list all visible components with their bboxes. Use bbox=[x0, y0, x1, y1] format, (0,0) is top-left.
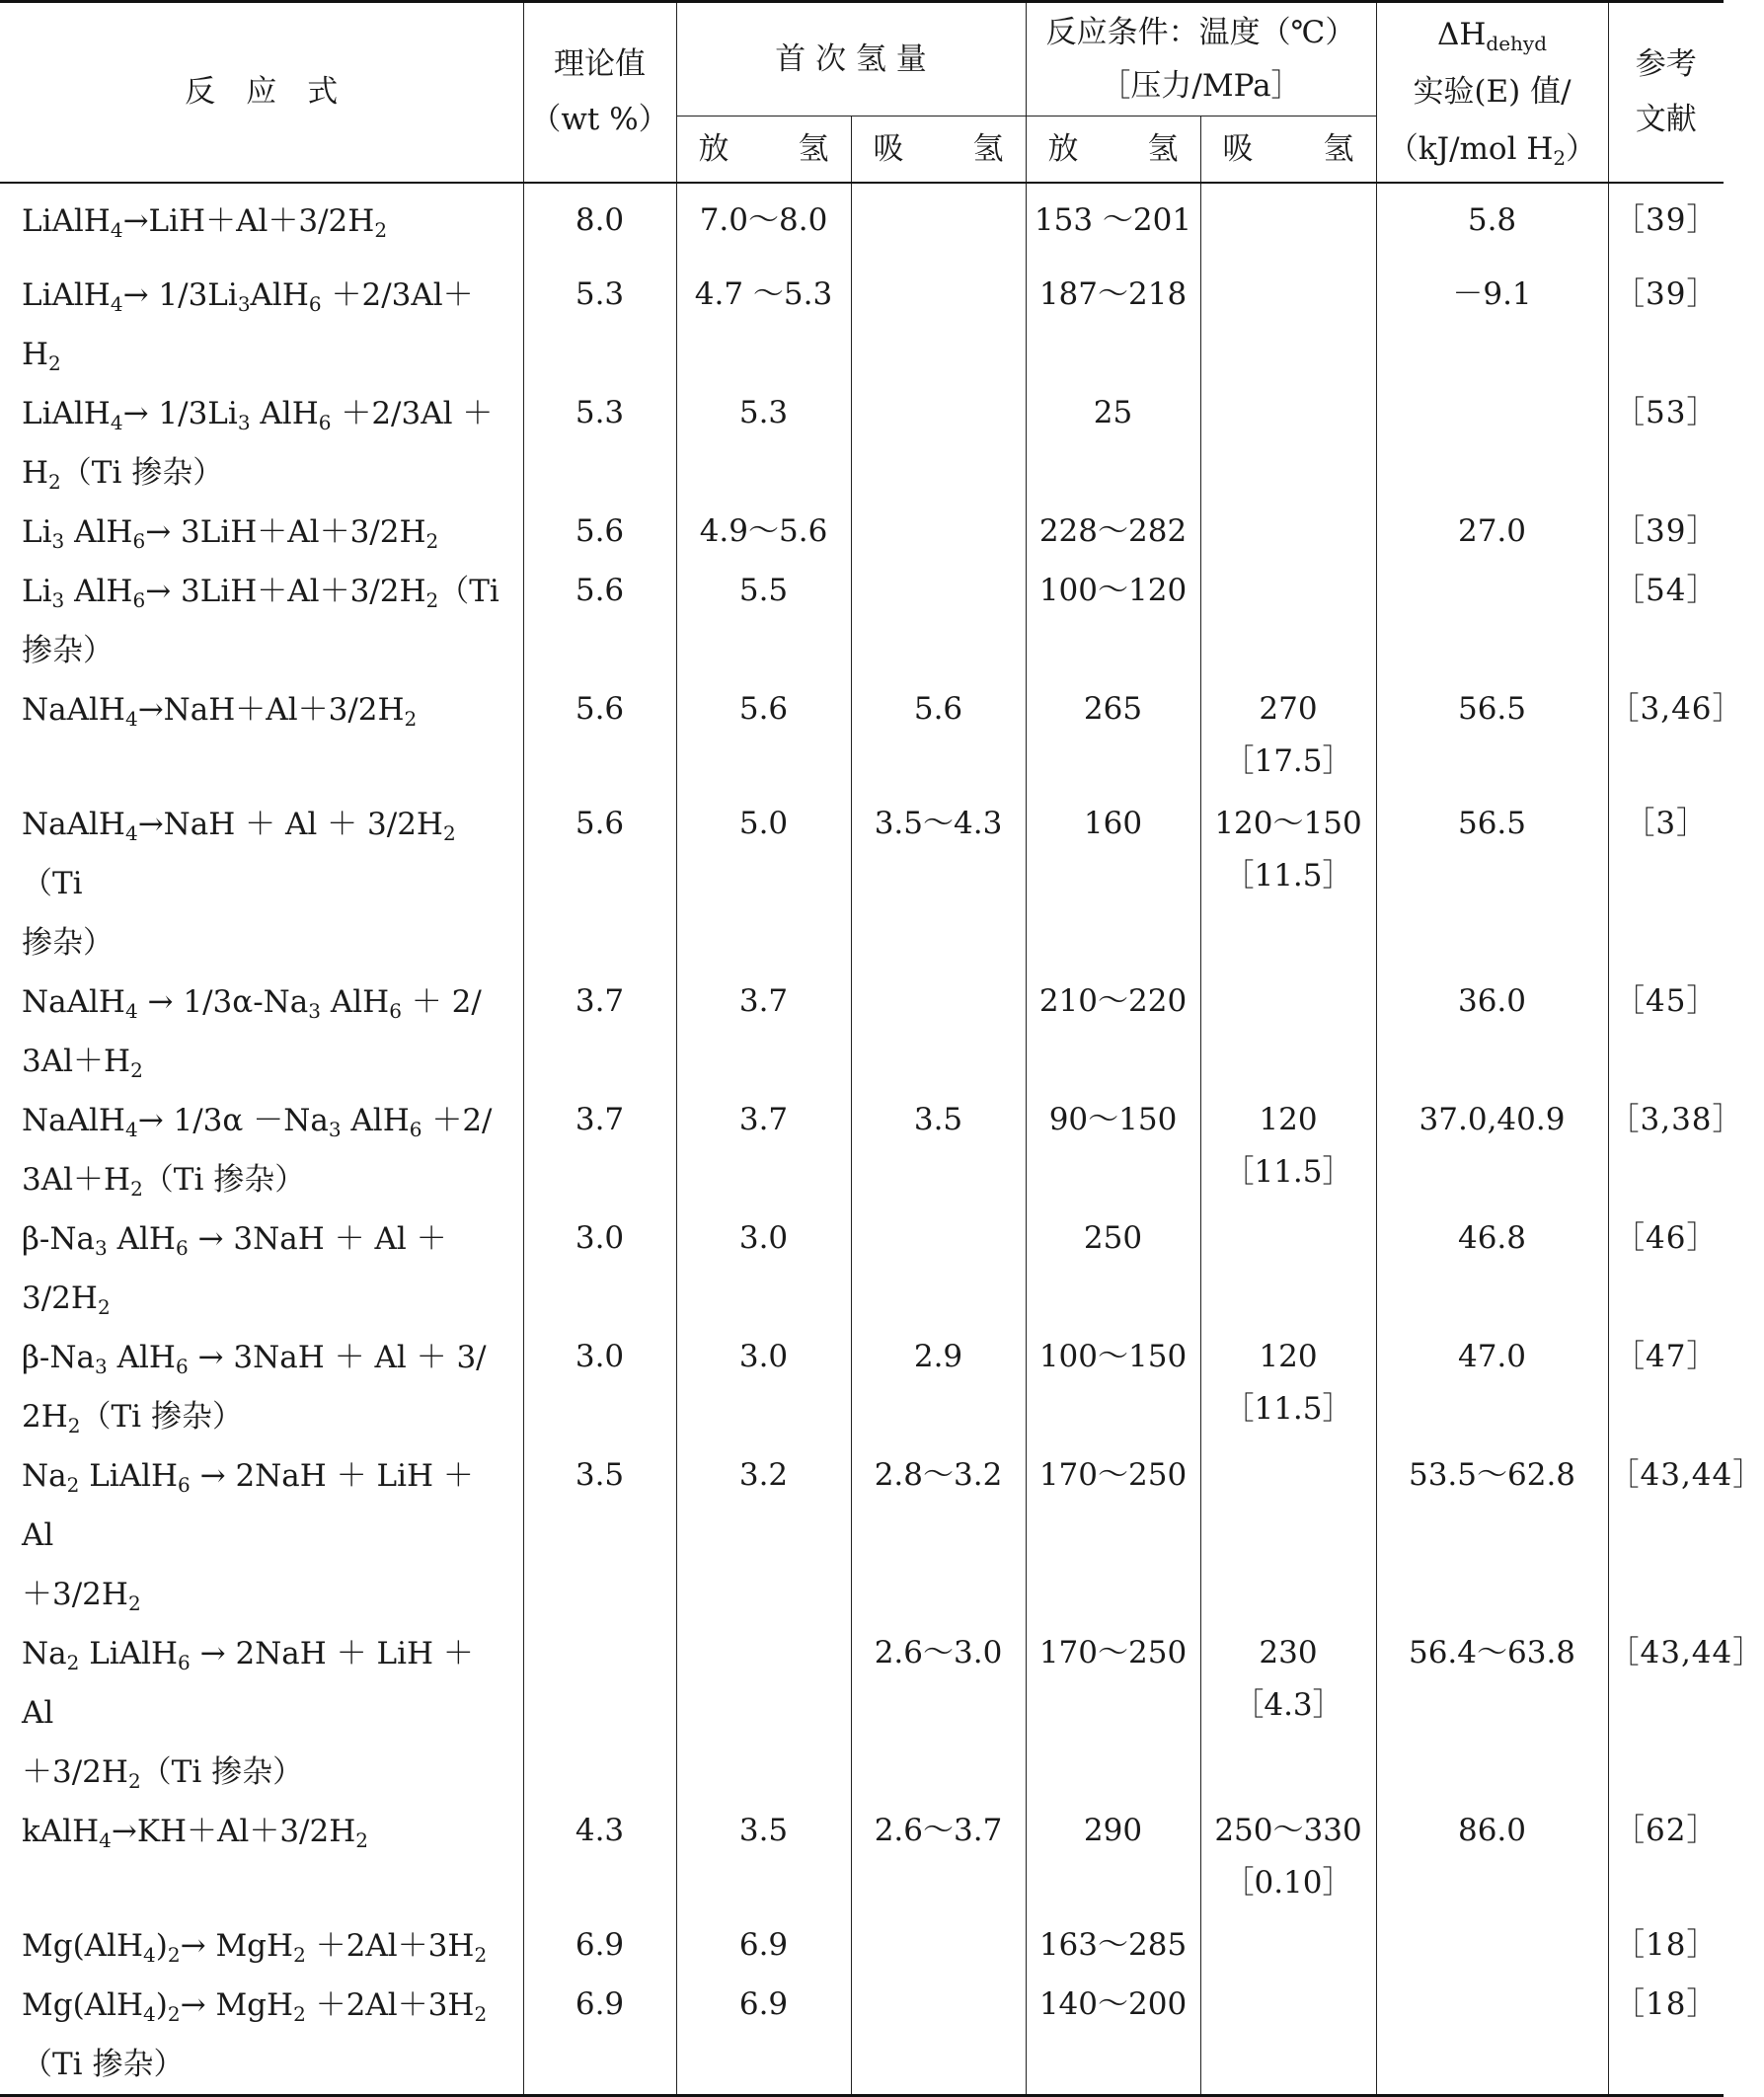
reaction-equation: $Li_3$ $AlH_6\to 3LiH+Al+3/2H_2(Ti$ 掺杂） bbox=[0, 562, 523, 680]
header-reference-label-1: 参考 bbox=[1635, 46, 1697, 83]
temp-absorb bbox=[1200, 680, 1376, 795]
header-reference-label-2: 文献 bbox=[1635, 102, 1697, 138]
table-row bbox=[0, 795, 1724, 972]
table-row bbox=[0, 1328, 1724, 1446]
enthalpy-value: 56.5 bbox=[1376, 795, 1608, 972]
temp-absorb bbox=[1200, 1328, 1376, 1446]
temp-absorb bbox=[1200, 1916, 1376, 1976]
first-absorb: 2.8～3.2 bbox=[851, 1446, 1026, 1624]
header-first-capacity-label: 首 次 氢 量 bbox=[775, 41, 927, 77]
header-conditions bbox=[1026, 2, 1376, 116]
enthalpy-value bbox=[1376, 384, 1608, 503]
pressure-absorb-value: ［4.3］ bbox=[1233, 1686, 1343, 1723]
first-absorb: 2.9 bbox=[851, 1328, 1026, 1446]
theoretical-value: 4.3 bbox=[523, 1802, 676, 1916]
first-absorb bbox=[851, 972, 1026, 1091]
reference: ［54］ bbox=[1608, 562, 1724, 680]
header-reaction-label: 反 应 式 bbox=[185, 74, 339, 111]
table-row bbox=[0, 1916, 1724, 1976]
temp-release: 290 bbox=[1026, 1802, 1200, 1916]
header-conditions-unit: ［压力/MPa］ bbox=[1100, 68, 1302, 104]
table-row bbox=[0, 1446, 1724, 1624]
first-absorb: 3.5 bbox=[851, 1091, 1026, 1209]
table-row bbox=[0, 1624, 1724, 1802]
header-release: 放 氢 bbox=[676, 116, 851, 183]
pressure-absorb-value: ［11.5］ bbox=[1223, 857, 1353, 893]
temp-release: 187～218 bbox=[1026, 258, 1200, 384]
first-release: 3.0 bbox=[676, 1209, 851, 1328]
temp-release: 90～150 bbox=[1026, 1091, 1200, 1209]
reference: ［39］ bbox=[1608, 258, 1724, 384]
reference: ［43,44］ bbox=[1608, 1624, 1724, 1802]
reference: ［39］ bbox=[1608, 503, 1724, 562]
first-release bbox=[676, 1624, 851, 1802]
reference: ［47］ bbox=[1608, 1328, 1724, 1446]
temp-release: 250 bbox=[1026, 1209, 1200, 1328]
header-theoretical-label: 理论值 bbox=[554, 46, 646, 83]
enthalpy-value: 56.4～63.8 bbox=[1376, 1624, 1608, 1802]
temp-absorb-value: 120 bbox=[1259, 1101, 1318, 1137]
temp-absorb bbox=[1200, 562, 1376, 680]
enthalpy-value: 27.0 bbox=[1376, 503, 1608, 562]
table-row bbox=[0, 1209, 1724, 1328]
temp-release: 25 bbox=[1026, 384, 1200, 503]
enthalpy-value: 36.0 bbox=[1376, 972, 1608, 1091]
temp-absorb bbox=[1200, 972, 1376, 1091]
pressure-absorb-value: ［11.5］ bbox=[1223, 1153, 1353, 1190]
temp-release: 100～120 bbox=[1026, 562, 1200, 680]
temp-absorb bbox=[1200, 795, 1376, 972]
theoretical-value: 5.6 bbox=[523, 562, 676, 680]
first-release: 4.7 ～5.3 bbox=[676, 258, 851, 384]
pressure-absorb-value: ［0.10］ bbox=[1223, 1864, 1353, 1901]
reaction-equation: $Na_2$ LiAlH$_6$ → 2NaH ＋ LiH ＋ Al $+3/2H_2(Ti$ 掺杂） bbox=[0, 1624, 523, 1802]
theoretical-value: 5.6 bbox=[523, 680, 676, 795]
theoretical-value: 8.0 bbox=[523, 183, 676, 258]
theoretical-value: 5.6 bbox=[523, 795, 676, 972]
first-absorb: 5.6 bbox=[851, 680, 1026, 795]
first-release: 5.5 bbox=[676, 562, 851, 680]
first-release: 6.9 bbox=[676, 1916, 851, 1976]
reference: ［39］ bbox=[1608, 183, 1724, 258]
first-release: 7.0～8.0 bbox=[676, 183, 851, 258]
table-row bbox=[0, 1802, 1724, 1916]
table-row bbox=[0, 1976, 1724, 2096]
temp-absorb bbox=[1200, 1802, 1376, 1916]
temp-release: 140～200 bbox=[1026, 1976, 1200, 2096]
header-enthalpy-symbol: $\Delta H_{dehyd}$ bbox=[1436, 17, 1548, 56]
first-release: 3.7 bbox=[676, 972, 851, 1091]
temp-release: 210～220 bbox=[1026, 972, 1200, 1091]
table-row bbox=[0, 1091, 1724, 1209]
reaction-equation: $LiAlH_4\to LiH+Al+3/2H_2$ bbox=[0, 183, 523, 258]
reaction-equation: NaAlH$_4$ → $1/3\alpha-Na_3$ AlH$_6$ ＋ 2/ $3Al+H_2$ bbox=[0, 972, 523, 1091]
temp-absorb-value: 120～150 bbox=[1214, 805, 1362, 841]
temp-release: 153 ～201 bbox=[1026, 183, 1200, 258]
header-enthalpy-label: 实验(E) 值/ bbox=[1413, 74, 1572, 111]
reference: ［3,38］ bbox=[1608, 1091, 1724, 1209]
reference: ［62］ bbox=[1608, 1802, 1724, 1916]
first-release: 5.0 bbox=[676, 795, 851, 972]
first-absorb: 3.5～4.3 bbox=[851, 795, 1026, 972]
first-absorb: 2.6～3.7 bbox=[851, 1802, 1026, 1916]
temp-absorb bbox=[1200, 183, 1376, 258]
first-release: 5.3 bbox=[676, 384, 851, 503]
theoretical-value: 6.9 bbox=[523, 1916, 676, 1976]
reaction-equation: $Mg(AlH_4)_2\to MgH_2 +2Al+3H_2$ bbox=[0, 1916, 523, 1976]
header-reaction bbox=[0, 2, 523, 183]
theoretical-value bbox=[523, 1624, 676, 1802]
reference: ［45］ bbox=[1608, 972, 1724, 1091]
enthalpy-value: 47.0 bbox=[1376, 1328, 1608, 1446]
reference: ［18］ bbox=[1608, 1916, 1724, 1976]
first-release: 3.7 bbox=[676, 1091, 851, 1209]
enthalpy-value: 46.8 bbox=[1376, 1209, 1608, 1328]
temp-absorb bbox=[1200, 1446, 1376, 1624]
header-theoretical-unit: （wt %） bbox=[530, 102, 669, 138]
first-absorb bbox=[851, 1209, 1026, 1328]
reaction-equation: $NaAlH_4\to NaH+Al+3/2H_2$ bbox=[0, 680, 523, 795]
header-absorb: 吸 氢 bbox=[851, 116, 1026, 183]
theoretical-value: 3.0 bbox=[523, 1209, 676, 1328]
temp-release: 265 bbox=[1026, 680, 1200, 795]
reaction-equation: LiAlH$_4$→ $1/3Li_3$ AlH$_6$ ＋2/3Al ＋ $H_2(Ti$ 掺杂） bbox=[0, 384, 523, 503]
first-release: 6.9 bbox=[676, 1976, 851, 2096]
enthalpy-value bbox=[1376, 1976, 1608, 2096]
reference: ［3］ bbox=[1608, 795, 1724, 972]
first-release: 3.2 bbox=[676, 1446, 851, 1624]
enthalpy-value: 37.0,40.9 bbox=[1376, 1091, 1608, 1209]
first-absorb bbox=[851, 384, 1026, 503]
reference: ［53］ bbox=[1608, 384, 1724, 503]
table-row bbox=[0, 972, 1724, 1091]
header-first-capacity bbox=[676, 2, 1026, 116]
theoretical-value: 3.5 bbox=[523, 1446, 676, 1624]
first-absorb bbox=[851, 1976, 1026, 2096]
reference: ［18］ bbox=[1608, 1976, 1724, 2096]
first-absorb bbox=[851, 503, 1026, 562]
temp-absorb bbox=[1200, 1091, 1376, 1209]
first-release: 3.5 bbox=[676, 1802, 851, 1916]
reaction-equation: $kAlH_4\to KH+Al+3/2H_2$ bbox=[0, 1802, 523, 1916]
temp-release: 170～250 bbox=[1026, 1446, 1200, 1624]
enthalpy-value: 86.0 bbox=[1376, 1802, 1608, 1916]
temp-absorb bbox=[1200, 1976, 1376, 2096]
header-conditions-label: 反应条件：温度（℃） bbox=[1045, 15, 1356, 50]
temp-absorb-value: 250～330 bbox=[1214, 1812, 1362, 1848]
reaction-equation: NaAlH$_4$→ $1/3\alpha -Na_3$ AlH$_6$ ＋2/ $3Al+H_2(Ti$ 掺杂） bbox=[0, 1091, 523, 1209]
pressure-absorb-value: ［17.5］ bbox=[1223, 742, 1353, 779]
reaction-equation: $\beta-Na_3$ AlH$_6$ → 3NaH ＋ Al ＋ $3/2H_2$ bbox=[0, 1209, 523, 1328]
reaction-equation: $Li_3$ $AlH_6\to 3LiH+Al+3/2H_2$ bbox=[0, 503, 523, 562]
theoretical-value: 3.7 bbox=[523, 1091, 676, 1209]
first-absorb bbox=[851, 562, 1026, 680]
table-row bbox=[0, 503, 1724, 562]
first-absorb bbox=[851, 183, 1026, 258]
enthalpy-value: 56.5 bbox=[1376, 680, 1608, 795]
enthalpy-value: 53.5～62.8 bbox=[1376, 1446, 1608, 1624]
theoretical-value: 5.6 bbox=[523, 503, 676, 562]
temp-absorb bbox=[1200, 258, 1376, 384]
pressure-absorb-value: ［11.5］ bbox=[1223, 1390, 1353, 1427]
first-absorb: 2.6～3.0 bbox=[851, 1624, 1026, 1802]
first-absorb bbox=[851, 258, 1026, 384]
temp-absorb-value: 230 bbox=[1259, 1634, 1318, 1670]
temp-release: 228～282 bbox=[1026, 503, 1200, 562]
header-enthalpy bbox=[1376, 2, 1608, 183]
reaction-equation: LiAlH$_4$→ $1/3Li_3AlH_6 +2/3Al+H_2$ bbox=[0, 258, 523, 384]
reference: ［3,46］ bbox=[1608, 680, 1724, 795]
temp-release: 163～285 bbox=[1026, 1916, 1200, 1976]
temp-absorb bbox=[1200, 503, 1376, 562]
table-row bbox=[0, 384, 1724, 503]
table-body bbox=[0, 183, 1764, 2096]
reaction-equation: $\beta-Na_3$ AlH$_6$ → 3NaH ＋ Al ＋ 3/ $2H_2(Ti$ 掺杂） bbox=[0, 1328, 523, 1446]
header-cond-release: 放 氢 bbox=[1026, 116, 1200, 183]
first-release: 4.9～5.6 bbox=[676, 503, 851, 562]
temp-release: 100～150 bbox=[1026, 1328, 1200, 1446]
reference: ［43,44］ bbox=[1608, 1446, 1724, 1624]
header-theoretical bbox=[523, 2, 676, 183]
header-reference bbox=[1608, 2, 1724, 183]
table-row bbox=[0, 680, 1724, 795]
enthalpy-value bbox=[1376, 1916, 1608, 1976]
theoretical-value: 3.7 bbox=[523, 972, 676, 1091]
table-row bbox=[0, 183, 1724, 258]
header-cond-absorb: 吸 氢 bbox=[1200, 116, 1376, 183]
first-release: 3.0 bbox=[676, 1328, 851, 1446]
temp-release: 160 bbox=[1026, 795, 1200, 972]
temp-absorb bbox=[1200, 1624, 1376, 1802]
reference: ［46］ bbox=[1608, 1209, 1724, 1328]
header-enthalpy-unit: （kJ/mol $H_2$） bbox=[1387, 131, 1597, 171]
enthalpy-value bbox=[1376, 562, 1608, 680]
reaction-equation: $Na_2$ LiAlH$_6$ → 2NaH ＋ LiH ＋ Al $+3/2H_2$ bbox=[0, 1446, 523, 1624]
temp-absorb bbox=[1200, 1209, 1376, 1328]
theoretical-value: 5.3 bbox=[523, 258, 676, 384]
theoretical-value: 3.0 bbox=[523, 1328, 676, 1446]
theoretical-value: 5.3 bbox=[523, 384, 676, 503]
first-release: 5.6 bbox=[676, 680, 851, 795]
temp-absorb-value: 270 bbox=[1259, 690, 1318, 727]
reaction-equation: NaAlH$_4$→NaH ＋ $Al + 3/2H_2(Ti$ 掺杂） bbox=[0, 795, 523, 972]
temp-absorb bbox=[1200, 384, 1376, 503]
temp-release: 170～250 bbox=[1026, 1624, 1200, 1802]
table-row bbox=[0, 562, 1724, 680]
table-row bbox=[0, 258, 1724, 384]
temp-absorb-value: 120 bbox=[1259, 1338, 1318, 1374]
theoretical-value: 6.9 bbox=[523, 1976, 676, 2096]
enthalpy-value: 5.8 bbox=[1376, 183, 1608, 258]
enthalpy-value: －9.1 bbox=[1376, 258, 1608, 384]
first-absorb bbox=[851, 1916, 1026, 1976]
reaction-equation: $Mg(AlH_4)_2\to MgH_2 +2Al+3H_2$ （Ti 掺杂） bbox=[0, 1976, 523, 2096]
